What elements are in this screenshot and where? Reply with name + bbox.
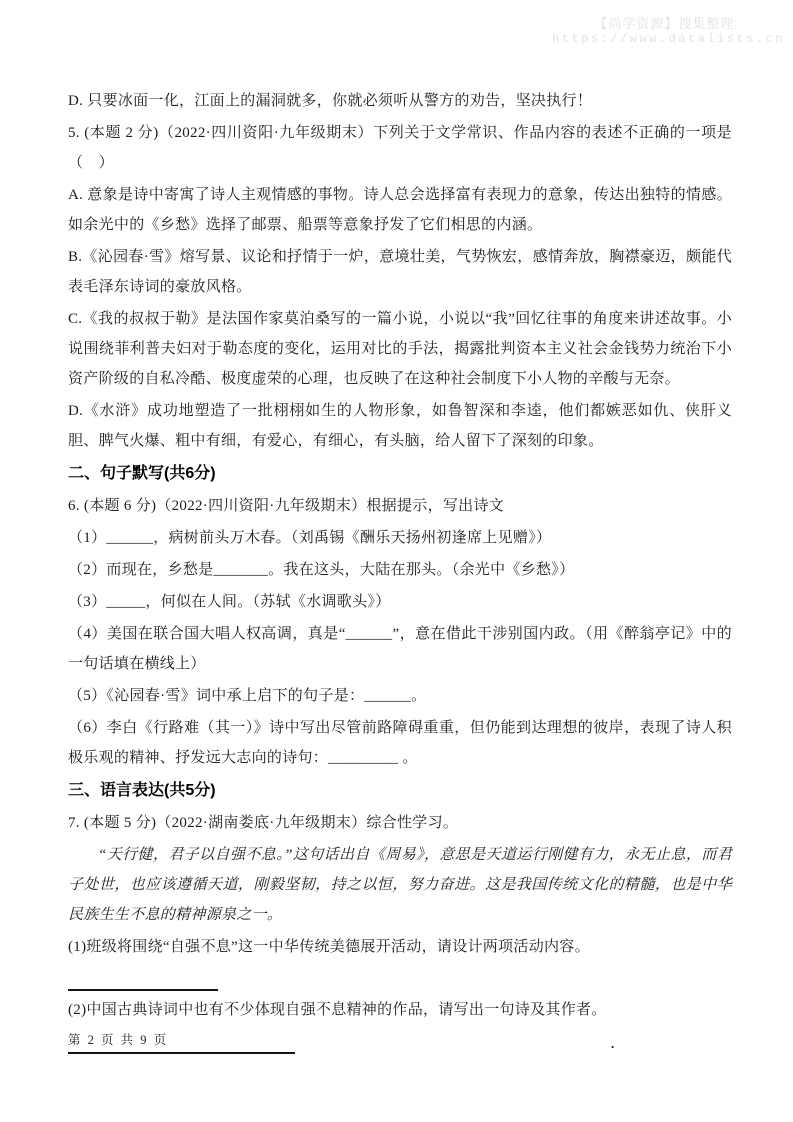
q7-item-1: (1)班级将围绕“自强不息”这一中华传统美德展开活动，请设计两项活动内容。 [68, 939, 590, 955]
q6-item-1: （1）______，病树前头万木春。（刘禹锡《酬乐天扬州初逢席上见赠》） [68, 530, 552, 546]
q4-option-d: D. 只要冰面一化，江面上的漏洞就多，你就必须听从警方的劝告，坚决执行！ [68, 93, 593, 109]
page-indicator: 第 2 页 共 9 页 [68, 1033, 169, 1047]
q5-stem: 5. (本题 2 分)（2022·四川资阳·九年级期末）下列关于文学常识、作品内容的表述不正确的一项是（ ） [68, 125, 732, 171]
q6-item-6: （6）李白《行路难（其一）》诗中写出尽管前路障碍重重，但仍能到达理想的彼岸，表现了诗人积极乐观的精神、抒发远大志向的诗句：_________ 。 [68, 720, 732, 766]
q5-option-c: C.《我的叔叔于勒》是法国作家莫泊桑写的一篇小说，小说以“我”回忆往事的角度来讲述故事。小说围绕菲利普夫妇对于勒态度的变化，运用对比的手法，揭露批判资本主义社会金钱势力统治下小资产阶级的自私冷酷、极度虚荣的心理，也反映了在这种社会制度下小人物的辛酸与无奈。 [68, 311, 732, 387]
q6-item-4: （4）美国在联合国大唱人权高调，真是“______”，意在借此干涉别国内政。（用《醉翁亭记》中的一句话填在横线上） [68, 626, 732, 672]
watermark [552, 13, 785, 46]
q7-item-2: (2)中国古典诗词中也有不少体现自强不息精神的作品，请写出一句诗及其作者。 [68, 1002, 607, 1018]
q6-item-2: （2）而现在，乡愁是_______。我在这头，大陆在那头。（余光中《乡愁》） [68, 562, 575, 578]
q7-stem: 7. (本题 5 分)（2022·湖南娄底·九年级期末）综合性学习。 [68, 815, 459, 831]
section-title-language-expression: 三、语言表达(共5分) [68, 782, 216, 799]
section-title-sentence-dictation: 二、句子默写(共6分) [68, 465, 216, 482]
q5-option-d: D.《水浒》成功地塑造了一批栩栩如生的人物形象，如鲁智深和李逵，他们都嫉恶如仇、侠肝义胆、脾气火爆、粗中有细，有爱心，有细心，有头脑，给人留下了深刻的印象。 [68, 403, 732, 449]
q5-option-b: B.《沁园春·雪》熔写景、议论和抒情于一炉，意境壮美，气势恢宏，感情奔放，胸襟豪迈，颇能代表毛泽东诗词的豪放风格。 [68, 249, 732, 295]
q6-item-3: （3）_____，何似在人间。（苏轼《水调歌头》） [68, 594, 391, 610]
q6-item-5: （5）《沁园春·雪》词中承上启下的句子是：______。 [68, 688, 427, 704]
watermark-source-text: 【尚学资源】搜集整理: [594, 16, 739, 31]
answer-blank-line [68, 964, 218, 991]
q7-passage: “天行健，君子以自强不息。”这句话出自《周易》，意思是天道运行刚健有力，永无止息，而君子处世，也应该遵循天道，刚毅坚韧，持之以恒，努力奋进。这是我国传统文化的精髓，也是中华民族生生不息的精神源泉之一。 [68, 847, 732, 923]
exam-page-content [68, 86, 732, 1058]
q6-stem: 6. (本题 6 分)（2022·四川资阳·九年级期末）根据提示，写出诗文 [68, 498, 505, 514]
watermark-url-text: https://www.datalists.cn [552, 32, 785, 46]
q5-option-a: A. 意象是诗中寄寓了诗人主观情感的事物。诗人总会选择富有表现力的意象，传达出独特的情感。如余光中的《乡愁》选择了邮票、船票等意象抒发了它们相思的内涵。 [68, 187, 732, 233]
stray-dot: . [611, 1036, 615, 1051]
page-footer [68, 1030, 168, 1048]
